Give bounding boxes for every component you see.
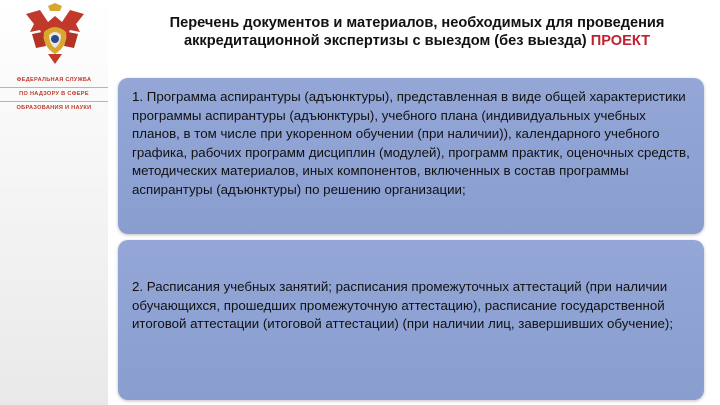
item-text: 1. Программа аспирантуры (адъюнктуры), представленная в виде общей характеристики программы аспирантуры (адъюнктуры), учебного плана (индивидуальных учебных планов, в том числе при укоренном обучении (при наличии)), календарного учебного графика, рабочих программ дисциплин (модулей), программ практик, оценочных средств, методических материалов, иных компонентов, включенных в состав программы аспирантуры (адъюнктуры) по решению организации; xyxy=(132,89,690,197)
item-text: 2. Расписания учебных занятий; расписания промежуточных аттестаций (при наличии обучающихся, прошедших промежуточную аттестацию), расписание государственной итоговой аттестации (итоговой аттестации) (при наличии лиц, завершивших обучение); xyxy=(132,279,674,332)
project-badge: ПРОЕКТ xyxy=(590,33,651,49)
document-item-1 xyxy=(118,78,704,234)
document-item-2 xyxy=(118,240,704,400)
agency-line: ФЕДЕРАЛЬНАЯ СЛУЖБА xyxy=(0,74,108,88)
title-line-2: аккредитационной экспертизы с выездом (без выезда) xyxy=(183,33,587,49)
double-headed-eagle-emblem-icon xyxy=(18,2,92,68)
page-title xyxy=(122,14,712,50)
agency-line: ПО НАДЗОРУ В СФЕРЕ xyxy=(0,88,108,102)
agency-name xyxy=(0,74,108,115)
agency-line: ОБРАЗОВАНИЯ И НАУКИ xyxy=(16,105,92,111)
title-line-1: Перечень документов и материалов, необходимых для проведения xyxy=(169,15,665,31)
sidebar xyxy=(0,0,108,405)
